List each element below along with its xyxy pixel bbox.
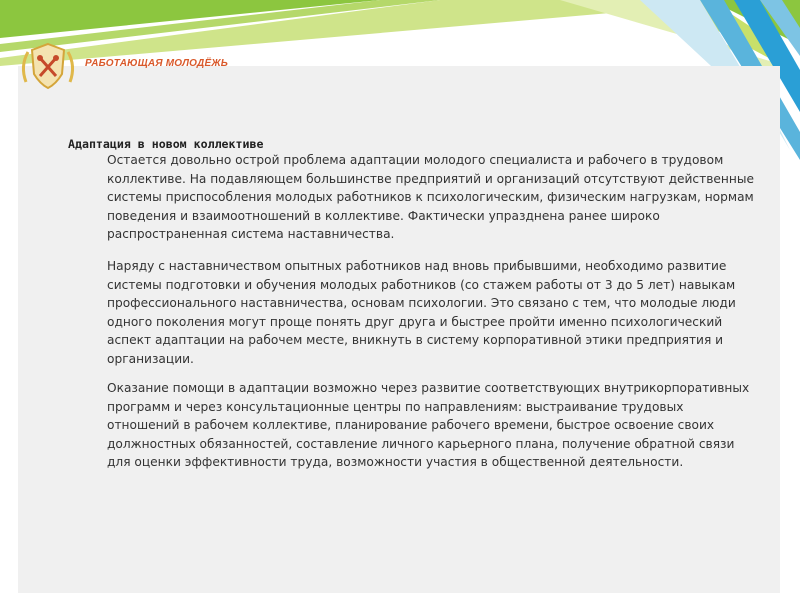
brand-name: РАБОТАЮЩАЯ МОЛОДЁЖЬ — [85, 58, 229, 69]
paragraph-1: Остается довольно острой проблема адаптации молодого специалиста и рабочего в трудовом коллективе. На подавляющем большинстве предприятий и организаций отсутствуют действенные системы приспособления молодых работников к психологическим, физическим нагрузкам, нормам поведения и взаимоотношений в коллективе. Фактически упразднена ранее широко распространенная система наставничества. — [107, 153, 754, 241]
shield-wrench-icon — [18, 38, 78, 94]
section-title: Адаптация в новом коллективе — [68, 137, 264, 151]
paragraph-2: Наряду с наставничеством опытных работников над вновь прибывшими, необходимо развитие системы подготовки и обучения молодых работников (со стажем работы от 3 до 5 лет) навыкам профессионального наставничества, основам психологии. Это связано с тем, что молодые люди одного поколения могут проще понять друг друга и быстрее пройти именно психологический аспект адаптации на рабочем месте, вникнуть в систему корпоративной этики предприятия и организации. — [107, 259, 736, 366]
paragraph-3: Оказание помощи в адаптации возможно через развитие соответствующих внутрикорпоративных программ и через консультационные центры по направлениям: выстраивание трудовых отношений в рабочем коллективе, планирование рабочего времени, быстрое освоение своих должностных обязанностей, составление личного карьерного плана, получение обратной связи для оценки эффективности труда, возможности участия в общественной деятельности. — [107, 381, 750, 469]
